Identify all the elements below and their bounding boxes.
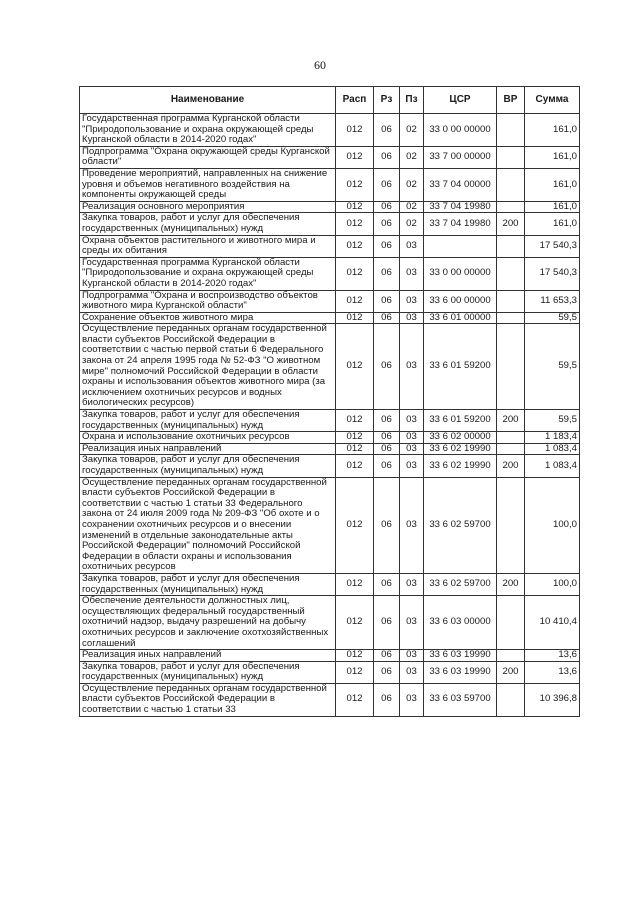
header-rasp: Расп	[336, 87, 374, 114]
cell-rasp: 012	[336, 410, 374, 432]
cell-sum: 59,5	[525, 410, 580, 432]
cell-sum: 17 540,3	[525, 257, 580, 290]
cell-pz: 02	[400, 201, 424, 213]
cell-csr: 33 6 03 00000	[424, 596, 497, 650]
table-header-row	[80, 87, 580, 114]
cell-rasp: 012	[336, 213, 374, 235]
cell-sum: 10 410,4	[525, 596, 580, 650]
cell-csr: 33 6 01 59200	[424, 410, 497, 432]
cell-rasp: 012	[336, 201, 374, 213]
cell-name: Подпрограмма "Охрана окружающей среды Курганской области"	[80, 146, 336, 168]
cell-name: Закупка товаров, работ и услуг для обеспечения государственных (муниципальных) нужд	[80, 661, 336, 683]
cell-vr: 200	[497, 661, 525, 683]
cell-pz: 03	[400, 443, 424, 455]
cell-vr	[497, 650, 525, 662]
cell-rasp: 012	[336, 235, 374, 257]
cell-sum: 11 653,3	[525, 290, 580, 312]
table-row	[80, 312, 580, 324]
cell-rasp: 012	[336, 443, 374, 455]
cell-rz: 06	[374, 235, 400, 257]
cell-vr	[497, 324, 525, 410]
cell-vr: 200	[497, 573, 525, 595]
cell-csr: 33 7 04 00000	[424, 168, 497, 201]
cell-rasp: 012	[336, 477, 374, 573]
cell-sum: 13,6	[525, 661, 580, 683]
cell-rz: 06	[374, 683, 400, 716]
cell-pz: 03	[400, 455, 424, 477]
cell-pz: 02	[400, 168, 424, 201]
cell-pz: 03	[400, 324, 424, 410]
cell-name: Государственная программа Курганской области "Природопользование и охрана окружающей среды Курганской области в 2014-2020 годах"	[80, 257, 336, 290]
cell-name: Обеспечение деятельности должностных лиц, осуществляющих федеральный государственный охотничий надзор, выдачу разрешений на добычу охотничьих ресурсов и заключение охотхозяйственных соглашений	[80, 596, 336, 650]
cell-rasp: 012	[336, 146, 374, 168]
cell-csr: 33 6 03 19990	[424, 650, 497, 662]
cell-rz: 06	[374, 661, 400, 683]
cell-rz: 06	[374, 650, 400, 662]
cell-sum: 1 083,4	[525, 443, 580, 455]
cell-pz: 02	[400, 146, 424, 168]
table-row	[80, 596, 580, 650]
cell-sum: 1 183,4	[525, 432, 580, 444]
cell-pz: 03	[400, 661, 424, 683]
header-vr: ВР	[497, 87, 525, 114]
cell-name: Закупка товаров, работ и услуг для обеспечения государственных (муниципальных) нужд	[80, 213, 336, 235]
cell-rz: 06	[374, 596, 400, 650]
cell-csr: 33 6 03 59700	[424, 683, 497, 716]
cell-sum: 13,6	[525, 650, 580, 662]
header-csr: ЦСР	[424, 87, 497, 114]
cell-csr: 33 7 00 00000	[424, 146, 497, 168]
cell-name: Реализация основного мероприятия	[80, 201, 336, 213]
cell-csr: 33 6 02 59700	[424, 573, 497, 595]
cell-rasp: 012	[336, 683, 374, 716]
cell-vr	[497, 596, 525, 650]
cell-pz: 03	[400, 312, 424, 324]
cell-csr: 33 7 04 19980	[424, 201, 497, 213]
cell-name: Осуществление переданных органам государственной власти субъектов Российской Федерации в соответствии с частью 1 статьи 33	[80, 683, 336, 716]
cell-sum: 100,0	[525, 477, 580, 573]
cell-vr: 200	[497, 410, 525, 432]
cell-vr	[497, 443, 525, 455]
table-row	[80, 235, 580, 257]
cell-sum: 1 083,4	[525, 455, 580, 477]
cell-vr	[497, 168, 525, 201]
header-rz: Рз	[374, 87, 400, 114]
cell-rasp: 012	[336, 114, 374, 147]
cell-csr: 33 7 04 19980	[424, 213, 497, 235]
cell-sum: 59,5	[525, 324, 580, 410]
cell-vr: 200	[497, 455, 525, 477]
budget-table	[79, 86, 580, 717]
cell-pz: 03	[400, 235, 424, 257]
table-body	[80, 114, 580, 717]
cell-pz: 03	[400, 257, 424, 290]
header-sum: Сумма	[525, 87, 580, 114]
table-row	[80, 432, 580, 444]
table-row	[80, 146, 580, 168]
cell-vr	[497, 312, 525, 324]
cell-rasp: 012	[336, 432, 374, 444]
cell-name: Реализация иных направлений	[80, 650, 336, 662]
cell-rasp: 012	[336, 257, 374, 290]
table-row	[80, 683, 580, 716]
cell-csr: 33 6 02 59700	[424, 477, 497, 573]
cell-pz: 03	[400, 573, 424, 595]
cell-rz: 06	[374, 257, 400, 290]
cell-pz: 03	[400, 410, 424, 432]
cell-rz: 06	[374, 573, 400, 595]
cell-csr: 33 6 01 00000	[424, 312, 497, 324]
table-row	[80, 324, 580, 410]
cell-vr	[497, 114, 525, 147]
cell-vr	[497, 257, 525, 290]
cell-rz: 06	[374, 312, 400, 324]
page-number: 60	[314, 58, 326, 72]
cell-name: Сохранение объектов животного мира	[80, 312, 336, 324]
cell-name: Закупка товаров, работ и услуг для обеспечения государственных (муниципальных) нужд	[80, 573, 336, 595]
cell-rz: 06	[374, 477, 400, 573]
cell-rasp: 012	[336, 650, 374, 662]
cell-csr: 33 6 03 19990	[424, 661, 497, 683]
table-row	[80, 257, 580, 290]
cell-rz: 06	[374, 455, 400, 477]
cell-csr: 33 0 00 00000	[424, 257, 497, 290]
cell-name: Закупка товаров, работ и услуг для обеспечения государственных (муниципальных) нужд	[80, 410, 336, 432]
cell-sum: 10 396,8	[525, 683, 580, 716]
cell-name: Осуществление переданных органам государственной власти субъектов Российской Федерации в соответствии с частью первой статьи 6 Федерального закона от 24 апреля 1995 года № 52-ФЗ "О животном мире" полномочий Российской Федерации в области охраны и использования объектов животного мира (за исключением охотничьих ресурсов и водных биологических ресурсов)	[80, 324, 336, 410]
table-row	[80, 661, 580, 683]
cell-pz: 02	[400, 213, 424, 235]
cell-name: Охрана и использование охотничьих ресурсов	[80, 432, 336, 444]
cell-rz: 06	[374, 290, 400, 312]
cell-rasp: 012	[336, 312, 374, 324]
cell-rz: 06	[374, 114, 400, 147]
cell-pz: 03	[400, 596, 424, 650]
cell-rasp: 012	[336, 661, 374, 683]
table-row	[80, 201, 580, 213]
cell-vr	[497, 477, 525, 573]
table-row	[80, 650, 580, 662]
table-row	[80, 114, 580, 147]
cell-rz: 06	[374, 213, 400, 235]
cell-sum: 161,0	[525, 213, 580, 235]
cell-rasp: 012	[336, 290, 374, 312]
cell-rasp: 012	[336, 455, 374, 477]
cell-csr: 33 6 02 19990	[424, 455, 497, 477]
cell-rz: 06	[374, 168, 400, 201]
cell-pz: 03	[400, 432, 424, 444]
cell-sum: 17 540,3	[525, 235, 580, 257]
header-name: Наименование	[80, 87, 336, 114]
cell-name: Подпрограмма "Охрана и воспроизводство объектов животного мира Курганской области"	[80, 290, 336, 312]
cell-pz: 03	[400, 290, 424, 312]
cell-vr	[497, 201, 525, 213]
cell-rz: 06	[374, 443, 400, 455]
cell-rasp: 012	[336, 573, 374, 595]
cell-vr	[497, 432, 525, 444]
cell-csr	[424, 235, 497, 257]
cell-pz: 03	[400, 683, 424, 716]
cell-vr	[497, 146, 525, 168]
table-row	[80, 410, 580, 432]
cell-name: Государственная программа Курганской области "Природопользование и охрана окружающей среды Курганской области в 2014-2020 годах"	[80, 114, 336, 147]
cell-csr: 33 6 01 59200	[424, 324, 497, 410]
cell-rz: 06	[374, 324, 400, 410]
table-row	[80, 443, 580, 455]
cell-name: Проведение мероприятий, направленных на снижение уровня и объемов негативного воздействия на компоненты окружающей среды	[80, 168, 336, 201]
table-row	[80, 213, 580, 235]
cell-vr: 200	[497, 213, 525, 235]
cell-sum: 59,5	[525, 312, 580, 324]
header-pz: Пз	[400, 87, 424, 114]
cell-pz: 02	[400, 114, 424, 147]
cell-rz: 06	[374, 146, 400, 168]
cell-sum: 100,0	[525, 573, 580, 595]
cell-name: Закупка товаров, работ и услуг для обеспечения государственных (муниципальных) нужд	[80, 455, 336, 477]
cell-pz: 03	[400, 477, 424, 573]
cell-csr: 33 0 00 00000	[424, 114, 497, 147]
cell-name: Осуществление переданных органам государственной власти субъектов Российской Федерации в соответствии с частью 1 статьи 33 Федерального закона от 24 июля 2009 года № 209-ФЗ "Об охоте и о сохранении охотничьих ресурсов и о внесении изменений в отдельные законодательные акты Российской Федерации" полномочий Российской Федерации в области охраны и использования охотничьих ресурсов	[80, 477, 336, 573]
cell-sum: 161,0	[525, 168, 580, 201]
cell-name: Реализация иных направлений	[80, 443, 336, 455]
cell-sum: 161,0	[525, 146, 580, 168]
cell-sum: 161,0	[525, 201, 580, 213]
cell-name: Охрана объектов растительного и животного мира и среды их обитания	[80, 235, 336, 257]
cell-vr	[497, 290, 525, 312]
cell-rz: 06	[374, 432, 400, 444]
cell-sum: 161,0	[525, 114, 580, 147]
cell-pz: 03	[400, 650, 424, 662]
cell-csr: 33 6 02 00000	[424, 432, 497, 444]
cell-rz: 06	[374, 201, 400, 213]
cell-rz: 06	[374, 410, 400, 432]
cell-vr	[497, 683, 525, 716]
cell-csr: 33 6 00 00000	[424, 290, 497, 312]
cell-vr	[497, 235, 525, 257]
table-row	[80, 290, 580, 312]
cell-rasp: 012	[336, 168, 374, 201]
table-row	[80, 168, 580, 201]
cell-rasp: 012	[336, 596, 374, 650]
table-row	[80, 455, 580, 477]
cell-rasp: 012	[336, 324, 374, 410]
table-row	[80, 573, 580, 595]
cell-csr: 33 6 02 19990	[424, 443, 497, 455]
table-row	[80, 477, 580, 573]
